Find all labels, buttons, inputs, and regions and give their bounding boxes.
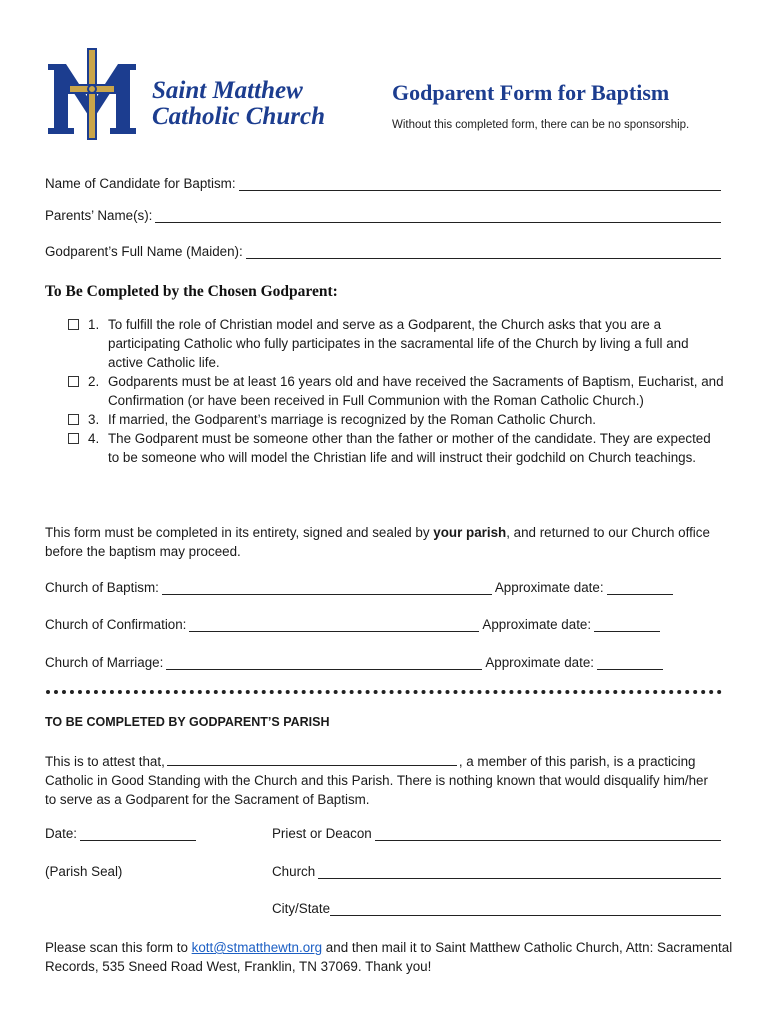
church-of-baptism-row: [45, 580, 705, 595]
footer-instructions: [45, 938, 735, 976]
field-label: Godparent’s Full Name (Maiden):: [45, 244, 243, 259]
baptism-date-blank[interactable]: [607, 582, 673, 595]
checkbox-empty-icon[interactable]: [68, 433, 79, 444]
section-divider: [46, 690, 722, 694]
requirement-item: [68, 429, 724, 467]
requirement-text: To fulfill the role of Christian model and serve as a Godparent, the Church asks that you are a participating Catholic who fully participates in the sacramental life of the Church by living a full and active Catholic life.: [108, 317, 689, 370]
completion-instructions: [45, 523, 721, 561]
priest-deacon-blank[interactable]: [375, 828, 721, 841]
parish-section-heading: TO BE COMPLETED BY GODPARENT’S PARISH: [45, 715, 330, 729]
logo-wordmark: [152, 78, 325, 130]
requirement-item: [68, 372, 724, 410]
candidate-name-field[interactable]: [45, 176, 721, 191]
field-label: Church of Baptism:: [45, 580, 159, 595]
requirements-list: [68, 315, 724, 467]
footer-text-end: and then mail it to Saint Matthew Catholic Church, Attn: Sacramental Records, 535 Sneed Road West, Franklin, TN 37069. Thank you!: [45, 940, 733, 974]
field-label: Priest or Deacon: [272, 826, 372, 841]
requirement-number: 1.: [88, 317, 100, 332]
email-link[interactable]: kott@stmatthewtn.org: [191, 940, 323, 955]
requirement-number: 3.: [88, 412, 100, 427]
field-label: Name of Candidate for Baptism:: [45, 176, 236, 191]
attestation-paragraph: [45, 752, 721, 809]
parish-seal-area: [45, 864, 122, 879]
attest-name-blank[interactable]: [167, 753, 457, 766]
parents-names-blank[interactable]: [155, 210, 721, 223]
godparent-name-field[interactable]: [45, 244, 721, 259]
checkbox-empty-icon[interactable]: [68, 376, 79, 387]
field-label: Parents’ Name(s):: [45, 208, 153, 223]
logo-line-1: Saint Matthew: [152, 77, 303, 104]
marriage-date-blank[interactable]: [597, 657, 663, 670]
parents-names-field[interactable]: [45, 208, 721, 223]
parish-seal-label: (Parish Seal): [45, 864, 123, 879]
city-state-field: [272, 901, 721, 916]
requirement-number: 2.: [88, 374, 100, 389]
godparent-section-heading: To Be Completed by the Chosen Godparent:: [45, 283, 338, 300]
requirement-item: [68, 315, 724, 372]
church-of-confirmation-blank[interactable]: [189, 619, 479, 632]
requirement-number: 4.: [88, 431, 100, 446]
completion-text-end: , and returned to our Church office before the baptism may proceed.: [45, 525, 710, 559]
priest-deacon-field: [272, 826, 721, 841]
godparent-name-blank[interactable]: [246, 246, 721, 259]
date-label: Approximate date:: [494, 580, 604, 595]
church-field: [272, 864, 721, 879]
requirement-item: [68, 410, 724, 429]
church-of-confirmation-row: [45, 617, 705, 632]
completion-text-start: This form must be completed in its entirety, signed and sealed by: [45, 525, 434, 540]
city-state-blank[interactable]: [330, 903, 721, 916]
footer-text-start: Please scan this form to: [45, 940, 192, 955]
date-label: Approximate date:: [485, 655, 595, 670]
monogram-cross-logo-icon: [44, 46, 140, 142]
logo-line-2: Catholic Church: [152, 103, 325, 130]
church-of-marriage-blank[interactable]: [166, 657, 482, 670]
date-field: [45, 826, 196, 841]
form-subtitle: Without this completed form, there can be no sponsorship.: [392, 119, 690, 131]
field-label: Church of Confirmation:: [45, 617, 187, 632]
church-of-baptism-blank[interactable]: [162, 582, 492, 595]
requirement-text: Godparents must be at least 16 years old and have received the Sacraments of Baptism, Eucharist, and Confirmation (or have been received in Full Communion with the Roman Catholic Church.): [108, 374, 724, 408]
attest-text-start: This is to attest that,: [45, 754, 165, 769]
date-blank[interactable]: [80, 828, 196, 841]
field-label: City/State: [272, 901, 331, 916]
attest-text-end: , a member of this parish, is a practicing Catholic in Good Standing with the Church and this Parish. There is nothing known that would disqualify him/her to serve as a Godparent for the Sacrament of Baptism.: [45, 754, 708, 807]
church-logo: [44, 46, 364, 142]
field-label: Date:: [45, 826, 78, 841]
field-label: Church: [272, 864, 316, 879]
church-blank[interactable]: [318, 866, 721, 879]
date-label: Approximate date:: [482, 617, 592, 632]
completion-text-bold: your parish: [433, 525, 507, 540]
confirmation-date-blank[interactable]: [594, 619, 660, 632]
candidate-name-blank[interactable]: [239, 178, 721, 191]
field-label: Church of Marriage:: [45, 655, 164, 670]
checkbox-empty-icon[interactable]: [68, 414, 79, 425]
form-title: Godparent Form for Baptism: [392, 80, 670, 105]
checkbox-empty-icon[interactable]: [68, 319, 79, 330]
church-of-marriage-row: [45, 655, 705, 670]
requirement-text: The Godparent must be someone other than the father or mother of the candidate. They are expected to be someone who will model the Christian life and will instruct their godchild on Church teachings.: [108, 431, 711, 465]
requirement-text: If married, the Godparent’s marriage is recognized by the Roman Catholic Church.: [108, 412, 596, 427]
